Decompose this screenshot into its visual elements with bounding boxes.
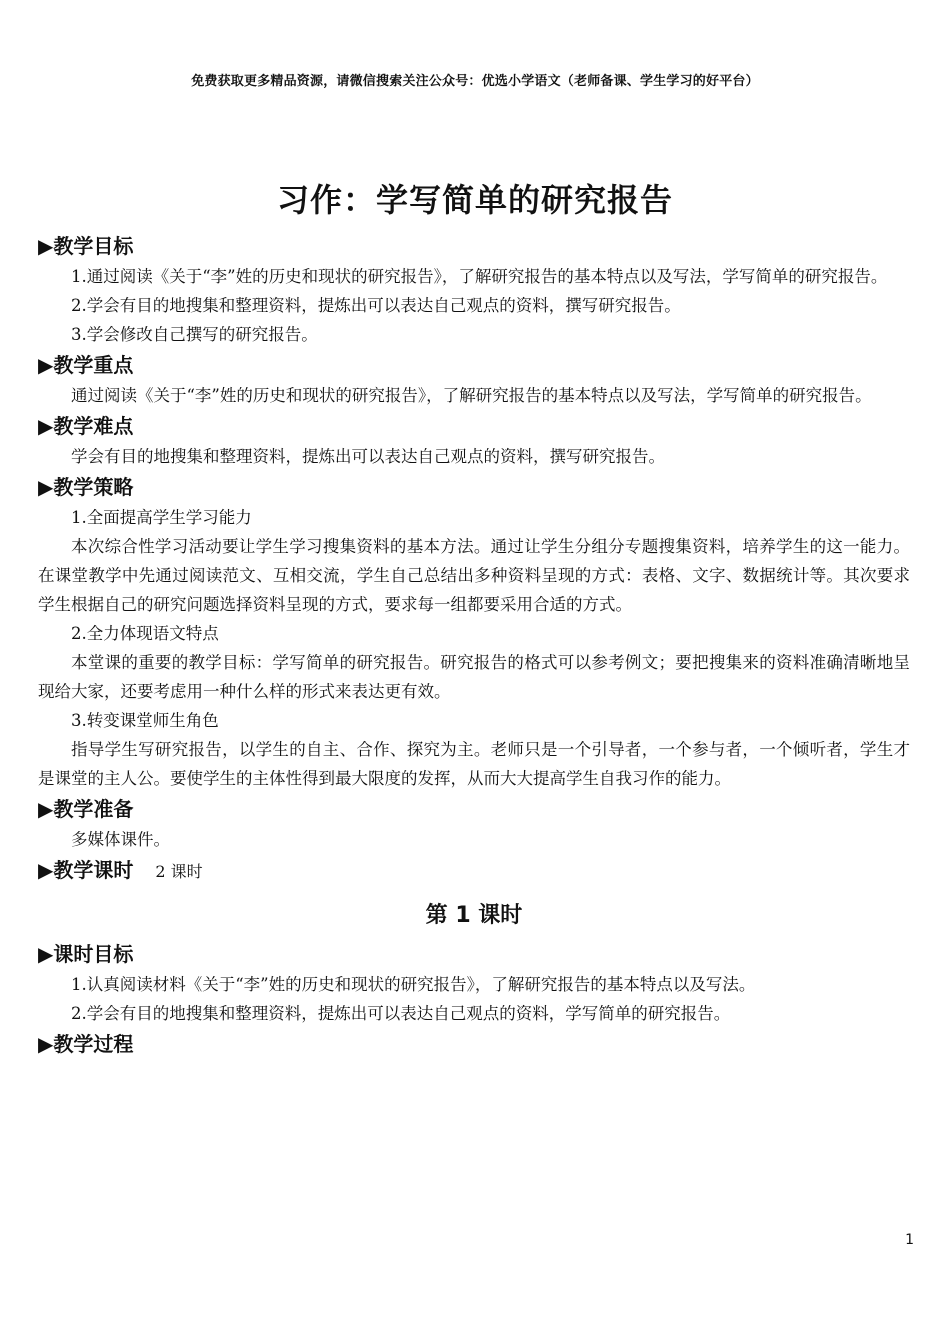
strategy-2-title: 2.全力体现语文特点 — [71, 624, 219, 643]
section-heading-preparation: ▶教学准备 — [38, 797, 134, 821]
section-heading-periods — [38, 854, 910, 888]
lesson-1-title: 第 1 课时 — [425, 903, 523, 928]
document-body — [38, 230, 910, 1060]
periods-value: 2 课时 — [155, 862, 203, 881]
lesson-goal-item-2: 2.学会有目的地搜集和整理资料，提炼出可以表达自己观点的资料，学写简单的研究报告。 — [71, 1004, 731, 1023]
section-heading-difficulties: ▶教学难点 — [38, 414, 134, 438]
strategy-3-title: 3.转变课堂师生角色 — [71, 711, 219, 730]
document-title: 习作：学写简单的研究报告 — [276, 181, 673, 219]
difficulties-text: 学会有目的地搜集和整理资料，提炼出可以表达自己观点的资料，撰写研究报告。 — [71, 447, 665, 466]
goal-item-2: 2.学会有目的地搜集和整理资料，提炼出可以表达自己观点的资料，撰写研究报告。 — [71, 296, 681, 315]
section-heading-lesson-goals: ▶课时目标 — [38, 942, 134, 966]
strategy-1-text: 本次综合性学习活动要让学生学习搜集资料的基本方法。通过让学生分组分专题搜集资料，培养学生的这一能力。在课堂教学中先通过阅读范文、互相交流，学生自己总结出多种资料呈现的方式：表格、文字、数据统计等。其次要求学生根据自己的研究问题选择资料呈现的方式，要求每一组都要采用合适的方式。 — [38, 537, 910, 614]
goal-item-3: 3.学会修改自己撰写的研究报告。 — [71, 325, 318, 344]
strategy-3-text: 指导学生写研究报告，以学生的自主、合作、探究为主。老师只是一个引导者，一个参与者，一个倾听者，学生才是课堂的主人公。要使学生的主体性得到最大限度的发挥，从而大大提高学生自我习作的能力。 — [38, 740, 910, 788]
section-heading-key-points: ▶教学重点 — [38, 353, 134, 377]
strategy-1-title: 1.全面提高学生学习能力 — [71, 508, 252, 527]
preparation-text: 多媒体课件。 — [71, 830, 170, 849]
section-heading-process: ▶教学过程 — [38, 1032, 134, 1056]
page-number: 1 — [905, 1232, 914, 1248]
strategy-2-text: 本堂课的重要的教学目标：学写简单的研究报告。研究报告的格式可以参考例文；要把搜集来的资料准确清晰地呈现给大家，还要考虑用一种什么样的形式来表达更有效。 — [38, 653, 910, 701]
section-heading-goals: ▶教学目标 — [38, 234, 134, 258]
promo-header: 免费获取更多精品资源，请微信搜索关注公众号：优选小学语文（老师备课、学生学习的好平台） — [191, 74, 759, 89]
lesson-goal-item-1: 1.认真阅读材料《关于“李”姓的历史和现状的研究报告》，了解研究报告的基本特点以及写法。 — [71, 975, 756, 994]
key-points-text: 通过阅读《关于“李”姓的历史和现状的研究报告》，了解研究报告的基本特点以及写法，学写简单的研究报告。 — [71, 386, 872, 405]
periods-heading-label: ▶教学课时 — [38, 858, 134, 882]
section-heading-strategy: ▶教学策略 — [38, 475, 134, 499]
goal-item-1: 1.通过阅读《关于“李”姓的历史和现状的研究报告》，了解研究报告的基本特点以及写法，学写简单的研究报告。 — [71, 267, 888, 286]
